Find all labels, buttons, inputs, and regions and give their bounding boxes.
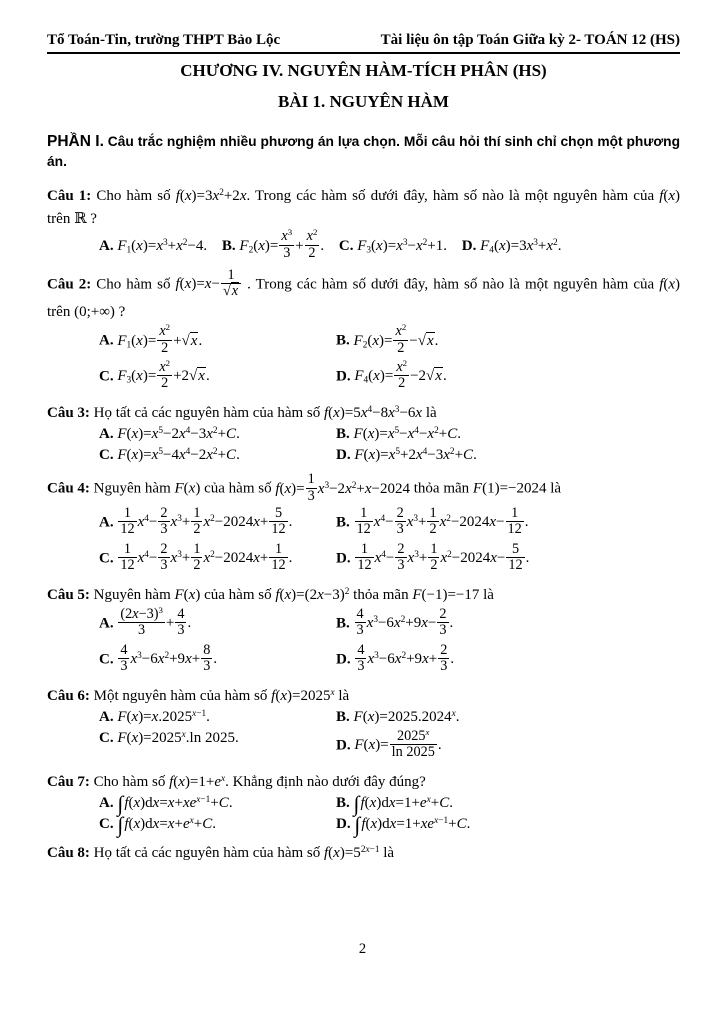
option-D <box>336 540 680 575</box>
option-D <box>336 358 680 393</box>
option-label: D. <box>336 447 351 464</box>
option-formula: $\frac{4}{3}$ $x^3-6x^2+9x-$ $\frac{2}{3}$ . <box>356 605 454 639</box>
question-stem: Câu 3: Họ tất cả các nguyên hàm của hàm số $f(x)=5x^4-8x^3-6x$ là <box>47 404 437 421</box>
fraction: $\frac{x^2}{2}$ <box>395 322 407 356</box>
option-formula: $\int f(x)dx=x+xe^{x-1}+C$. <box>117 792 233 817</box>
part-text: Câu trắc nghiệm nhiều phương án lựa chọn. Mỗi câu hỏi thí sinh chỉ chọn một phương án. <box>47 134 680 169</box>
document-header <box>47 32 680 54</box>
option-formula: $F(x)=x.2025^{x-1}$. <box>117 708 210 726</box>
question-stem: Câu 4: Nguyên hàm F(x) của hàm số f(x)= $\frac{1}{3}$ $x^3-2x^2+x-2024$ thỏa mãn F(1)=−2024 là <box>47 471 562 504</box>
question-stem: Câu 1: Cho hàm số $f(x)=3x^2+2x$. Trong các hàm số dưới đây, hàm số nào là một nguyên hàm của f(x) trên ℝ ? <box>47 188 681 227</box>
option-formula: $F_3(x)=x^3-x^2+1$. <box>357 237 448 255</box>
option-label: B. <box>336 709 350 726</box>
math-expression: $f(x)=3x^2+2x$ <box>175 188 247 205</box>
fraction: $\frac{2}{3}$ <box>397 540 405 574</box>
fraction: $\frac{4}{3}$ <box>357 641 365 675</box>
fraction: $\frac{1}{2}$ <box>429 504 437 538</box>
question-stem: Câu 6: Một nguyên hàm của hàm số $f(x)=2025^x$ là <box>47 687 350 704</box>
fraction: $\frac{5}{12}$ <box>271 504 286 538</box>
option-label: A. <box>99 709 114 726</box>
option-B <box>336 792 680 817</box>
option-formula: $F_1(x)=$ $\frac{x^2}{2}$ +√x. <box>117 322 203 356</box>
questions-list <box>47 185 680 865</box>
question-stem: Câu 8: Họ tất cả các nguyên hàm của hàm số $f(x)=5^{2x-1}$ là <box>47 845 395 862</box>
fraction: $\frac{1}{12}$ <box>507 504 522 538</box>
option-formula: $\frac{1}{12}$ $x^4-$ $\frac{2}{3}$ $x^3+$ $\frac{1}{2}$ $x^2-2024x+$ $\frac{5}{12}$ . <box>120 504 293 538</box>
option-A <box>99 792 336 817</box>
option-B <box>336 605 680 640</box>
fraction: $\frac{5}{12}$ <box>508 540 523 574</box>
option-label: B. <box>336 332 350 349</box>
option-C <box>99 540 336 575</box>
option-formula: $F_4(x)=3x^3+x^2$. <box>480 237 562 255</box>
fraction: $\frac{1}{2}$ <box>193 504 201 538</box>
question <box>47 685 680 764</box>
fraction: $\frac{1}{12}$ <box>357 540 372 574</box>
fraction: $\frac{1}{3}$ <box>307 471 315 504</box>
option-label: D. <box>336 550 351 567</box>
option-C <box>99 358 336 393</box>
fraction: $\frac{1}{12}$ <box>120 540 135 574</box>
fraction: $\frac{2}{3}$ <box>160 540 168 574</box>
header-right-text: Tài liệu ôn tập Toán Giữa kỳ 2- TOÁN 12 (HS) <box>380 32 680 48</box>
math-expression: (0;+∞) <box>74 303 115 320</box>
math-expression: $f(x)=5x^4-8x^3-6x$ <box>324 404 423 421</box>
question-label: Câu 4: <box>47 480 90 497</box>
option-label: D. <box>336 651 351 668</box>
question <box>47 771 680 836</box>
option-label: C. <box>99 651 114 668</box>
option-D <box>336 813 680 838</box>
option-formula: $\frac{1}{12}$ $x^4-$ $\frac{2}{3}$ $x^3+$ $\frac{1}{2}$ $x^2-2024x-$ $\frac{5}{12}$ . <box>357 540 530 574</box>
math-expression: f(x) <box>659 276 681 293</box>
option-C <box>99 641 336 676</box>
fraction: $\frac{(2x-3)^3}{3}$ <box>120 605 163 639</box>
options <box>47 424 680 466</box>
option-formula: $F(x)=x^5-2x^4-3x^2+C$. <box>117 426 240 443</box>
option-formula: $\frac{(2x-3)^3}{3}$ + $\frac{4}{3}$ . <box>120 605 192 639</box>
option-label: C. <box>338 237 354 254</box>
math-expression: F(x) <box>174 480 201 497</box>
part-label: PHẦN I. <box>47 133 104 150</box>
option-formula: $F(x)=x^5-x^4-x^2+C$. <box>353 426 461 443</box>
fraction: $\frac{1}{2}$ <box>430 540 438 574</box>
fraction: $\frac{2}{3}$ <box>440 641 448 675</box>
question <box>47 473 680 576</box>
options <box>47 323 680 395</box>
math-expression: $f(x)=5^{2x-1}$ <box>324 845 380 862</box>
question <box>47 842 680 865</box>
math-expression: F(x) <box>174 586 201 603</box>
option-B <box>336 709 680 726</box>
sqrt-radical: √x <box>417 332 434 349</box>
question-label: Câu 1: <box>47 188 92 205</box>
option-label: A. <box>99 514 114 531</box>
fraction: $\frac{x^3}{3}$ <box>281 227 293 261</box>
math-expression: F(−1)=−17 <box>412 586 480 603</box>
question-stem: Câu 2: Cho hàm số f(x)=x− $\frac{1}{√x}$ . Trong các hàm số dưới đây, hàm số nào là một nguyên hàm của f(x) trên (0;+∞) ? <box>47 266 681 320</box>
option-formula: F(x)= $\frac{2025^x}{\ln 2025}$ . <box>354 727 442 761</box>
question <box>47 584 680 678</box>
option-formula: $\frac{4}{3}$ $x^3-6x^2+9x+$ $\frac{2}{3}$ . <box>357 641 455 675</box>
integral-sign: ∫ <box>117 792 124 817</box>
options <box>47 606 680 678</box>
fraction: $\frac{x^2}{2}$ <box>396 358 408 392</box>
sqrt-radical: √x <box>189 368 205 385</box>
option-label: A. <box>99 332 114 349</box>
option-formula: $\int f(x)dx=1+xe^{x-1}+C$. <box>354 813 471 838</box>
question <box>47 185 680 262</box>
integral-sign: ∫ <box>353 792 360 817</box>
option-formula: $F(x)=2025^x.\ln$ 2025. <box>117 729 239 747</box>
option-B <box>221 227 325 261</box>
fraction: $\frac{2}{3}$ <box>160 504 168 538</box>
header-left-text: Tổ Toán-Tin, trường THPT Bảo Lộc <box>47 32 281 48</box>
question-label: Câu 3: <box>47 404 90 421</box>
option-label: D. <box>336 816 351 833</box>
fraction: $\frac{2}{3}$ <box>439 605 447 639</box>
question-label: Câu 8: <box>47 845 90 862</box>
option-C <box>99 447 336 464</box>
option-formula: $\int f(x)dx=1+e^x+C$. <box>353 792 453 817</box>
option-C <box>99 813 336 838</box>
option-formula: $F_2(x)=$ $\frac{x^3}{3}$ + $\frac{x^2}{2}$ . <box>239 227 325 261</box>
option-formula: $F(x)=x^5-4x^4-2x^2+C$. <box>117 447 240 464</box>
option-B <box>336 322 680 357</box>
option-C <box>339 238 447 254</box>
option-formula: $\frac{1}{12}$ $x^4-$ $\frac{2}{3}$ $x^3+$ $\frac{1}{2}$ $x^2-2024x+$ $\frac{1}{12}$ . <box>120 540 293 574</box>
part-heading <box>47 132 680 172</box>
integral-sign: ∫ <box>117 813 124 838</box>
option-label: D. <box>336 368 351 385</box>
option-formula: $F(x)=x^5+2x^4-3x^2+C$. <box>354 447 477 464</box>
option-label: C. <box>99 368 114 385</box>
option-formula: $\frac{4}{3}$ $x^3-6x^2+9x+$ $\frac{8}{3}$ . <box>120 641 218 675</box>
fraction: $\frac{1}{12}$ <box>356 504 371 538</box>
question-stem: Câu 7: Cho hàm số $f(x)=1+e^x$. Khẳng định nào dưới đây đúng? <box>47 773 426 790</box>
option-A <box>99 426 336 443</box>
option-D <box>462 238 562 254</box>
question-label: Câu 2: <box>47 276 92 293</box>
option-formula: $F(x)=2025.2024^x$. <box>353 708 460 726</box>
question-label: Câu 7: <box>47 773 90 790</box>
fraction: $\frac{1}{12}$ <box>120 504 135 538</box>
fraction: $\frac{x^2}{2}$ <box>159 358 171 392</box>
lesson-title: BÀI 1. NGUYÊN HÀM <box>278 92 449 111</box>
option-label: A. <box>99 615 114 632</box>
option-label: B. <box>336 426 350 443</box>
fraction: $\frac{8}{3}$ <box>203 641 211 675</box>
question-label: Câu 6: <box>47 687 90 704</box>
integral-sign: ∫ <box>354 813 361 838</box>
option-label: B. <box>221 237 236 254</box>
fraction: $\frac{4}{3}$ <box>356 605 364 639</box>
option-B <box>336 504 680 539</box>
page-number: 2 <box>358 941 367 957</box>
option-label: D. <box>336 737 351 754</box>
options <box>47 505 680 577</box>
option-formula: $F_4(x)=$ $\frac{x^2}{2}$ −2√x. <box>354 358 447 392</box>
option-C <box>99 730 336 762</box>
fraction: $\frac{x^2}{2}$ <box>306 227 318 261</box>
sqrt-radical: √x <box>181 332 198 349</box>
fraction: $\frac{1}{√x}$ <box>221 268 241 300</box>
option-D <box>336 727 680 762</box>
option-D <box>336 641 680 676</box>
option-A <box>99 605 336 640</box>
option-formula: $F_2(x)=$ $\frac{x^2}{2}$ −√x. <box>353 322 439 356</box>
options <box>47 707 680 764</box>
math-expression: f(x)=x− $\frac{1}{√x}$ <box>175 276 242 292</box>
fraction: $\frac{1}{12}$ <box>271 540 286 574</box>
option-label: A. <box>99 426 114 443</box>
option-B <box>336 426 680 443</box>
option-D <box>336 447 680 464</box>
option-label: C. <box>99 816 114 833</box>
fraction: $\frac{1}{2}$ <box>193 540 201 574</box>
math-expression: $f(x)=(2x-3)^2$ <box>275 586 350 603</box>
option-formula: $F_1(x)=x^3+x^2-4$. <box>117 237 208 255</box>
option-label: D. <box>461 237 477 254</box>
option-label: B. <box>336 615 350 632</box>
options <box>47 792 680 838</box>
question-stem: Câu 5: Nguyên hàm F(x) của hàm số $f(x)=(2x-3)^2$ thỏa mãn F(−1)=−17 là <box>47 586 494 603</box>
sqrt-radical: √x <box>222 283 239 300</box>
option-label: B. <box>336 514 350 531</box>
math-expression: f(x) <box>659 188 681 205</box>
option-label: C. <box>99 550 114 567</box>
option-label: C. <box>99 447 114 464</box>
sqrt-radical: √x <box>426 368 442 385</box>
option-A <box>99 709 336 726</box>
option-formula: $\frac{1}{12}$ $x^4-$ $\frac{2}{3}$ $x^3+$ $\frac{1}{2}$ $x^2-2024x-$ $\frac{1}{12}$ . <box>356 504 529 538</box>
fraction: $\frac{2025^x}{\ln 2025}$ <box>391 727 435 761</box>
fraction: $\frac{4}{3}$ <box>177 605 185 639</box>
fraction: $\frac{x^2}{2}$ <box>159 322 171 356</box>
options <box>47 227 680 262</box>
math-expression: F(1)=−2024 <box>472 480 547 497</box>
math-expression: $f(x)=2025^x$ <box>271 687 335 704</box>
option-formula: $F_3(x)=$ $\frac{x^2}{2}$ +2√x. <box>117 358 210 392</box>
option-A <box>99 322 336 357</box>
option-formula: $\int f(x)dx=x+e^x+C$. <box>117 813 216 838</box>
question <box>47 402 680 467</box>
option-A <box>99 504 336 539</box>
fraction: $\frac{2}{3}$ <box>396 504 404 538</box>
option-label: B. <box>336 795 350 812</box>
math-expression: f(x)= $\frac{1}{3}$ $x^3-2x^2+x-2024$ <box>275 471 410 504</box>
question-label: Câu 5: <box>47 586 90 603</box>
math-expression: ℝ <box>74 210 87 227</box>
chapter-title: CHƯƠNG IV. NGUYÊN HÀM-TÍCH PHÂN (HS) <box>180 61 547 80</box>
option-A <box>99 238 207 254</box>
fraction: $\frac{4}{3}$ <box>120 641 128 675</box>
option-label: A. <box>99 237 114 254</box>
option-label: C. <box>99 730 114 747</box>
math-expression: $f(x)=1+e^x$ <box>169 773 226 790</box>
question <box>47 266 681 395</box>
option-label: A. <box>99 795 114 812</box>
